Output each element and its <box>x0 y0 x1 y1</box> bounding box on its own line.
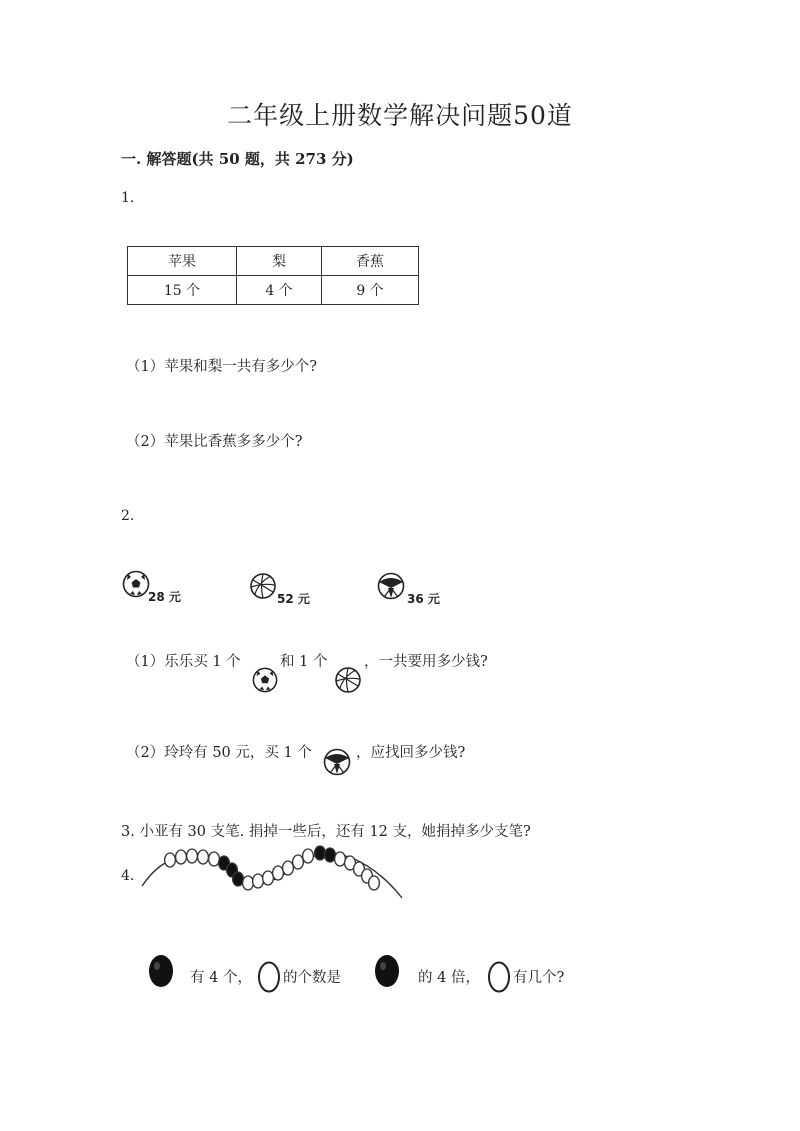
black-bead <box>315 846 326 860</box>
question-4-text-b: 的个数是 <box>283 970 341 986</box>
question-3-text: 3. 小亚有 30 支笔. 捐掉一些后，还有 12 支，她捐掉多少支笔? <box>121 824 531 840</box>
black-bead <box>233 872 244 886</box>
question-4-number: 4. <box>121 868 135 884</box>
table-cell-pear-count: 4 个 <box>237 276 322 305</box>
table-row <box>128 276 419 305</box>
beach-ball-icon <box>322 746 352 778</box>
white-bead <box>198 850 209 864</box>
black-bead-icon <box>147 953 175 989</box>
table-row <box>128 247 419 276</box>
basketball-icon <box>249 570 277 602</box>
black-bead <box>325 848 336 862</box>
question-4-text-a: 有 4 个， <box>190 970 252 986</box>
question-1-sub-2: （2）苹果比香蕉多多少个? <box>126 434 303 450</box>
question-4-text-c: 的 4 倍， <box>418 970 480 986</box>
question-1-sub-1: （1）苹果和梨一共有多少个? <box>126 359 317 375</box>
white-bead <box>253 874 264 888</box>
soccer-ball-icon <box>252 665 278 695</box>
table-header-apple: 苹果 <box>128 247 237 276</box>
white-bead <box>369 876 380 890</box>
question-1-number: 1. <box>121 190 135 206</box>
bead-string-illustration <box>140 838 410 900</box>
question-2-sub-2-text: （2）玲玲有 50 元，买 1 个 <box>126 745 312 761</box>
white-bead-icon <box>257 960 281 994</box>
white-bead <box>209 852 220 866</box>
white-bead <box>273 866 284 880</box>
white-bead <box>187 849 198 863</box>
basketball-icon <box>334 664 362 696</box>
section-heading: 一. 解答题(共 50 题，共 273 分) <box>121 150 354 168</box>
white-bead <box>165 853 176 867</box>
question-4-text-d: 有几个? <box>513 970 565 986</box>
white-bead <box>335 852 346 866</box>
table-cell-banana-count: 9 个 <box>322 276 419 305</box>
soccer-ball-icon <box>122 568 150 600</box>
white-bead-icon <box>487 960 511 994</box>
question-2-sub-2-text-b: ，应找回多少钱? <box>356 745 466 761</box>
basketball-price: 52 元 <box>277 592 310 606</box>
fruit-table <box>127 246 419 305</box>
white-bead <box>293 855 304 869</box>
beach-ball-price: 36 元 <box>407 592 440 606</box>
question-2-sub-1-text: （1）乐乐买 1 个 <box>126 654 241 670</box>
table-header-pear: 梨 <box>237 247 322 276</box>
question-2-sub-1-text-b: 和 1 个 <box>280 654 328 670</box>
soccer-ball-price: 28 元 <box>148 590 181 604</box>
question-2-number: 2. <box>121 508 135 524</box>
beach-ball-icon <box>376 570 406 602</box>
page-title: 二年级上册数学解决问题50道 <box>227 101 573 130</box>
white-bead <box>283 861 294 875</box>
white-bead <box>263 871 274 885</box>
white-bead <box>303 849 314 863</box>
white-bead <box>176 850 187 864</box>
black-bead-icon <box>373 953 401 989</box>
question-2-sub-1-text-c: ，一共要用多少钱? <box>364 654 488 670</box>
table-cell-apple-count: 15 个 <box>128 276 237 305</box>
white-bead <box>243 876 254 890</box>
table-header-banana: 香蕉 <box>322 247 419 276</box>
